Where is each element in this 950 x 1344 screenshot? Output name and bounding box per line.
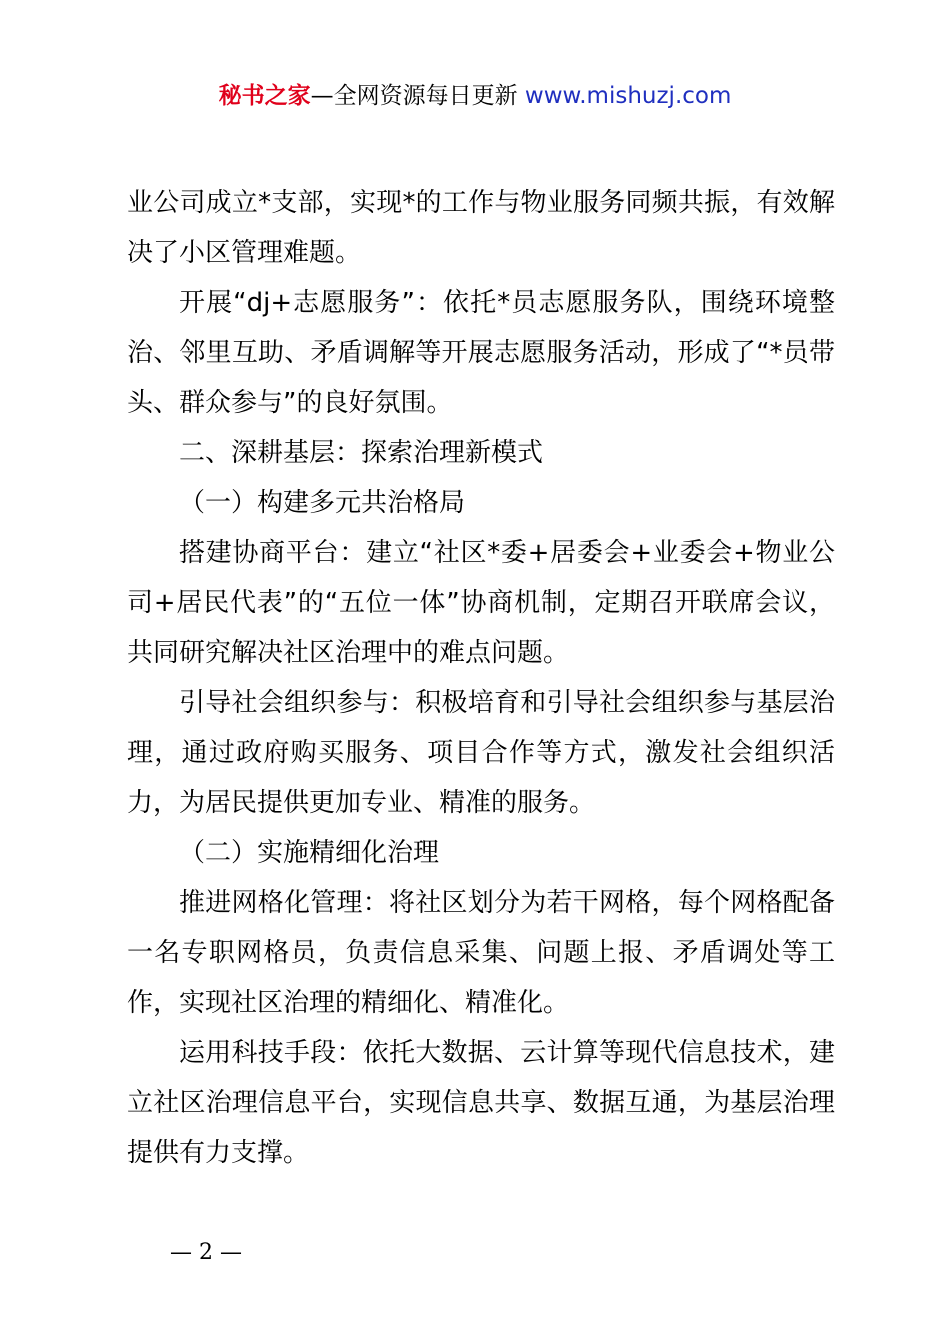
paragraph: 二、深耕基层：探索治理新模式: [179, 438, 544, 468]
paragraph: 引导社会组织参与：积极培育和引导社会组织参与基层治理，通过政府购买服务、项目合作等方式，激发社会组织活力，为居民提供更加专业、精准的服务。: [127, 688, 835, 818]
site-url-link[interactable]: www.mishuzj.com: [524, 83, 732, 109]
paragraph: 开展“dj+志愿服务”：依托*员志愿服务队，围绕环境整治、邻里互助、矛盾调解等开展志愿服务活动，形成了“*员带头、群众参与”的良好氛围。: [127, 288, 835, 418]
paragraph: （二）实施精细化治理: [179, 838, 440, 868]
paragraph: （一）构建多元共治格局: [179, 488, 466, 518]
page-number: — 2 —: [170, 1240, 242, 1265]
paragraph: 业公司成立*支部，实现*的工作与物业服务同频共振，有效解决了小区管理难题。: [127, 188, 835, 268]
site-header: [0, 80, 950, 112]
document-body: [127, 178, 835, 1178]
paragraph: 推进网格化管理：将社区划分为若干网格，每个网格配备一名专职网格员，负责信息采集、问题上报、矛盾调处等工作，实现社区治理的精细化、精准化。: [127, 888, 835, 1018]
paragraph: 运用科技手段：依托大数据、云计算等现代信息技术，建立社区治理信息平台，实现信息共享、数据互通，为基层治理提供有力支撑。: [127, 1038, 835, 1168]
brand-name: 秘书之家: [218, 83, 311, 109]
header-tagline: —全网资源每日更新: [310, 83, 518, 109]
paragraph: 搭建协商平台：建立“社区*委+居委会+业委会+物业公司+居民代表”的“五位一体”协商机制，定期召开联席会议，共同研究解决社区治理中的难点问题。: [127, 538, 835, 668]
